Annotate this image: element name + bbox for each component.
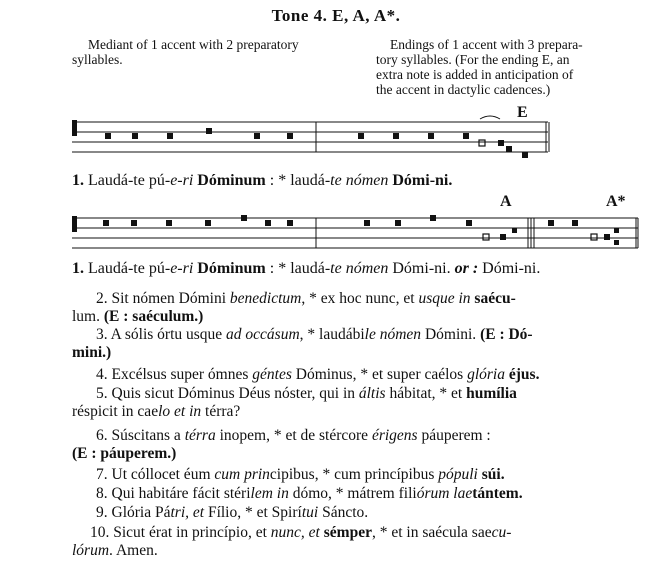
note — [132, 133, 138, 139]
note — [548, 220, 554, 226]
text-segment: . Amen. — [109, 542, 158, 559]
text-segment: (E : Dó- — [480, 326, 533, 343]
text-segment: lem in — [250, 485, 289, 502]
note — [393, 133, 399, 139]
text-segment: le nómen — [364, 326, 422, 343]
text-segment: tui — [301, 504, 319, 521]
text-segment: áltis — [358, 385, 386, 402]
text-segment: ad occásum — [226, 326, 300, 343]
text-segment: térra? — [205, 403, 241, 420]
text-segment: cum prin — [214, 466, 270, 483]
text-segment: órum lae — [416, 485, 473, 502]
chant-staff-1 — [0, 100, 672, 170]
text-segment: éjus. — [508, 366, 540, 383]
verse-6 — [96, 427, 491, 445]
verse-6-cont — [72, 445, 176, 463]
text-segment: Fílio, * et Spirí — [207, 504, 302, 521]
text-segment: (E : saéculum.) — [103, 308, 204, 325]
text-segment: : * laudá- — [265, 172, 331, 189]
text-segment: nunc, et — [270, 524, 320, 541]
text-segment: Dómi-ni. — [392, 172, 453, 189]
text-segment: humília — [466, 385, 517, 402]
note-hollow — [591, 234, 597, 240]
text-segment: : * laudá- — [265, 260, 331, 277]
verse-3 — [96, 326, 533, 344]
text-segment: dómo — [292, 485, 329, 502]
text-segment: Dóminus — [295, 366, 353, 383]
note — [205, 220, 211, 226]
text-segment: usque in — [418, 290, 471, 307]
note — [103, 220, 109, 226]
text-segment: Laudá-te pú- — [88, 260, 171, 277]
text-segment: te nómen — [330, 260, 389, 277]
ending-note-line: the accent in dactylic cadences.) — [376, 82, 551, 97]
ending-label-a-star: A* — [606, 193, 626, 210]
note — [287, 133, 293, 139]
text-segment: , * et super caélos — [352, 366, 464, 383]
text-segment: saécu- — [474, 290, 516, 307]
text-segment: cipibus, * cum princípibus — [269, 466, 435, 483]
note — [614, 240, 619, 245]
text-segment: Laudá-te pú- — [88, 172, 171, 189]
text-segment: , * ex hoc nunc, et — [301, 290, 415, 307]
example-1 — [72, 172, 452, 190]
note — [105, 133, 111, 139]
note — [358, 133, 364, 139]
text-segment: Dómini. — [424, 326, 477, 343]
note — [572, 220, 578, 226]
text-segment: cu- — [491, 524, 512, 541]
note — [254, 133, 260, 139]
text-segment: 4. Excélsus super ómnes — [96, 366, 249, 383]
text-segment: sémper — [323, 524, 372, 541]
text-segment: 2. Sit nómen Dómini — [96, 290, 227, 307]
text-segment: 7. Ut cóllocet éum — [96, 466, 211, 483]
text-segment: Dóminum — [197, 172, 266, 189]
note — [466, 220, 472, 226]
note — [287, 220, 293, 226]
text-segment: 5. Quis sicut Dóminus Déus nóster, qui in — [96, 385, 355, 402]
ending-label-a: A — [500, 193, 512, 210]
chant-staff-2 — [0, 200, 672, 260]
text-segment: , * et in saécula sae — [371, 524, 492, 541]
verse-4 — [96, 366, 539, 384]
verse-10-cont — [72, 542, 158, 560]
verse-9 — [96, 504, 368, 522]
verse-2 — [96, 290, 516, 308]
ending-note-line: tory syllables. (For the ending E, an — [376, 52, 570, 67]
text-segment: Dómi-ni. — [392, 260, 451, 277]
text-segment: Sáncto. — [322, 504, 369, 521]
text-segment: glória — [467, 366, 505, 383]
note-hollow — [483, 234, 489, 240]
text-segment: tri, et — [170, 504, 205, 521]
text-segment: páuperem : — [421, 427, 491, 444]
page-title: Tone 4. E, A, A*. — [271, 6, 401, 25]
text-segment: mini.) — [72, 344, 112, 361]
text-segment: 3. A sólis órtu usque — [96, 326, 223, 343]
neumes — [103, 215, 619, 245]
text-segment: or : — [454, 260, 479, 277]
verse-10 — [90, 524, 511, 542]
text-segment: súi. — [481, 466, 505, 483]
text-segment: Dómi-ni. — [482, 260, 541, 277]
verse-number: 1. — [72, 260, 84, 277]
text-segment: e-ri — [170, 172, 194, 189]
anticipation-arc-icon — [480, 116, 500, 119]
note — [166, 220, 172, 226]
text-segment: e-ri — [170, 260, 194, 277]
note — [604, 234, 610, 240]
do-clef-icon — [72, 216, 77, 232]
verse-5 — [96, 385, 517, 403]
note — [522, 152, 528, 158]
note — [498, 140, 504, 146]
staff-lines — [72, 122, 548, 152]
text-segment: térra — [184, 427, 216, 444]
note — [364, 220, 370, 226]
verse-number: 1. — [72, 172, 84, 189]
text-segment: tántem. — [472, 485, 523, 502]
note — [241, 215, 247, 221]
ending-note — [376, 37, 640, 97]
example-2 — [72, 260, 540, 278]
text-segment: lórum — [72, 542, 110, 559]
text-segment: pópuli — [438, 466, 478, 483]
note — [430, 215, 436, 221]
text-segment: , * et — [431, 385, 463, 402]
text-segment: Dóminum — [197, 260, 266, 277]
mediant-note-line: syllables. — [72, 52, 123, 67]
text-segment: (E : páuperem.) — [72, 445, 177, 462]
text-segment: hábitat — [389, 385, 432, 402]
text-segment: lo et in — [158, 403, 202, 420]
note — [395, 220, 401, 226]
text-segment: 6. Súscitans a — [96, 427, 181, 444]
verse-2-cont — [72, 308, 203, 326]
text-segment: érigens — [371, 427, 418, 444]
note — [428, 133, 434, 139]
text-segment: , * et de stércore — [266, 427, 369, 444]
ending-label-e: E — [517, 104, 528, 121]
do-clef-icon — [72, 120, 77, 136]
ending-note-line: extra note is added in anticipation of — [376, 67, 574, 82]
text-segment: inopem — [219, 427, 267, 444]
text-segment: 10. Sicut érat in princípio, et — [90, 524, 267, 541]
text-segment: 9. Glória Pá — [96, 504, 171, 521]
note — [500, 234, 506, 240]
note — [463, 133, 469, 139]
text-segment: benedictum — [229, 290, 302, 307]
text-segment: , * mátrem fili — [328, 485, 417, 502]
text-segment: géntes — [252, 366, 292, 383]
mediant-note — [72, 37, 358, 67]
note — [512, 228, 517, 233]
verse-8 — [96, 485, 523, 503]
verse-5-cont — [72, 403, 240, 421]
text-segment: te nómen — [330, 172, 389, 189]
text-segment: 8. Qui habitáre fácit stéri — [96, 485, 251, 502]
mediant-note-line: Mediant of 1 accent with 2 preparatory — [88, 37, 299, 52]
text-segment: , * laudábi — [299, 326, 365, 343]
note — [167, 133, 173, 139]
note — [614, 228, 619, 233]
ending-note-line: Endings of 1 accent with 3 prepara- — [390, 37, 583, 52]
note-hollow — [479, 140, 485, 146]
note — [206, 128, 212, 134]
note — [265, 220, 271, 226]
note — [131, 220, 137, 226]
note — [506, 146, 512, 152]
verse-3-cont — [72, 344, 111, 362]
text-segment: lum. — [72, 308, 100, 325]
verse-7 — [96, 466, 505, 484]
text-segment: réspicit in cae — [72, 403, 159, 420]
